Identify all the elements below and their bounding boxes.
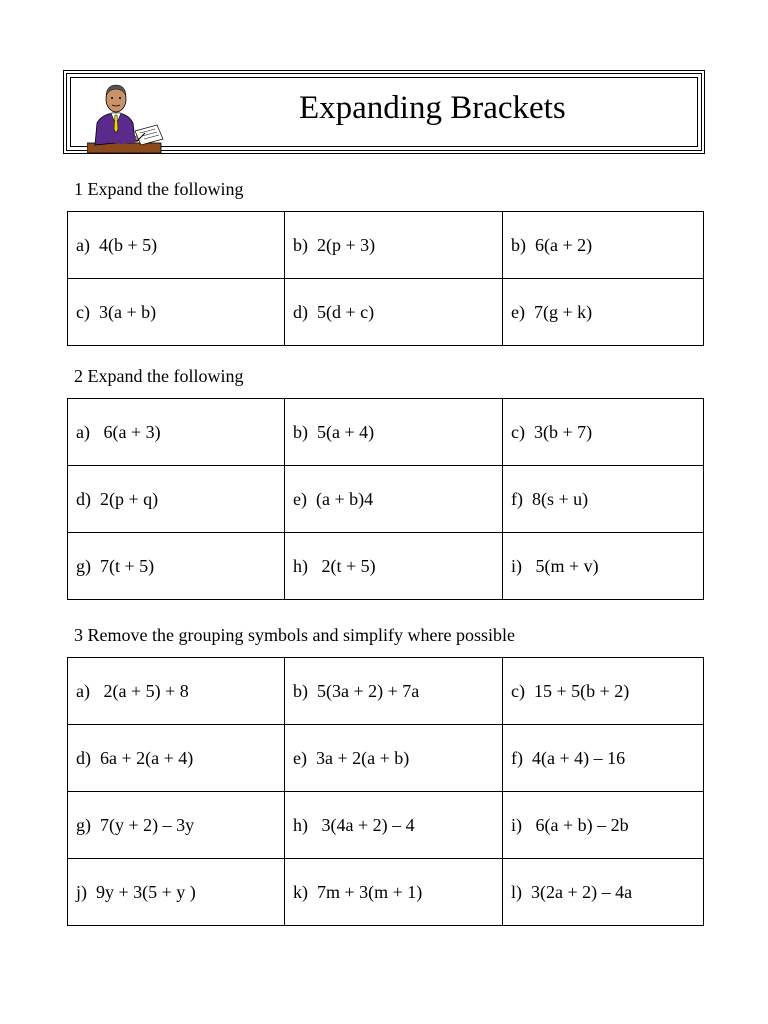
question-cell: h) 2(t + 5) <box>285 533 503 600</box>
question-cell: d) 2(p + q) <box>68 466 285 533</box>
table-row <box>68 466 704 533</box>
table-row <box>68 399 704 466</box>
question-cell: j) 9y + 3(5 + y ) <box>68 859 285 926</box>
question-cell: a) 6(a + 3) <box>68 399 285 466</box>
question-cell: d) 5(d + c) <box>285 279 503 346</box>
question-cell: g) 7(t + 5) <box>68 533 285 600</box>
question-cell: h) 3(4a + 2) – 4 <box>285 792 503 859</box>
question-cell: d) 6a + 2(a + 4) <box>68 725 285 792</box>
question-cell: f) 8(s + u) <box>503 466 704 533</box>
title-banner <box>63 70 705 154</box>
question-cell: i) 5(m + v) <box>503 533 704 600</box>
table-row <box>68 279 704 346</box>
table-row <box>68 212 704 279</box>
section-1-table <box>67 211 704 346</box>
table-row <box>68 859 704 926</box>
title-banner-inner-border <box>70 77 698 147</box>
table-row <box>68 533 704 600</box>
question-cell: f) 4(a + 4) – 16 <box>503 725 704 792</box>
question-cell: k) 7m + 3(m + 1) <box>285 859 503 926</box>
question-cell: l) 3(2a + 2) – 4a <box>503 859 704 926</box>
teacher-clipart-icon <box>87 81 167 155</box>
question-cell: g) 7(y + 2) – 3y <box>68 792 285 859</box>
question-cell: b) 6(a + 2) <box>503 212 704 279</box>
section-1-heading: 1 Expand the following <box>74 179 244 199</box>
table-row <box>68 725 704 792</box>
question-cell: a) 4(b + 5) <box>68 212 285 279</box>
table-row <box>68 658 704 725</box>
question-cell: b) 5(3a + 2) + 7a <box>285 658 503 725</box>
page-title: Expanding Brackets <box>299 90 566 126</box>
question-cell: i) 6(a + b) – 2b <box>503 792 704 859</box>
question-cell: b) 5(a + 4) <box>285 399 503 466</box>
table-row <box>68 792 704 859</box>
section-2-heading: 2 Expand the following <box>74 366 244 386</box>
question-cell: e) 7(g + k) <box>503 279 704 346</box>
question-cell: c) 3(a + b) <box>68 279 285 346</box>
section-2-table <box>67 398 704 600</box>
section-3-table <box>67 657 704 926</box>
question-cell: e) (a + b)4 <box>285 466 503 533</box>
question-cell: b) 2(p + 3) <box>285 212 503 279</box>
question-cell: c) 15 + 5(b + 2) <box>503 658 704 725</box>
question-cell: a) 2(a + 5) + 8 <box>68 658 285 725</box>
question-cell: e) 3a + 2(a + b) <box>285 725 503 792</box>
section-3-heading: 3 Remove the grouping symbols and simplify where possible <box>74 625 515 645</box>
question-cell: c) 3(b + 7) <box>503 399 704 466</box>
